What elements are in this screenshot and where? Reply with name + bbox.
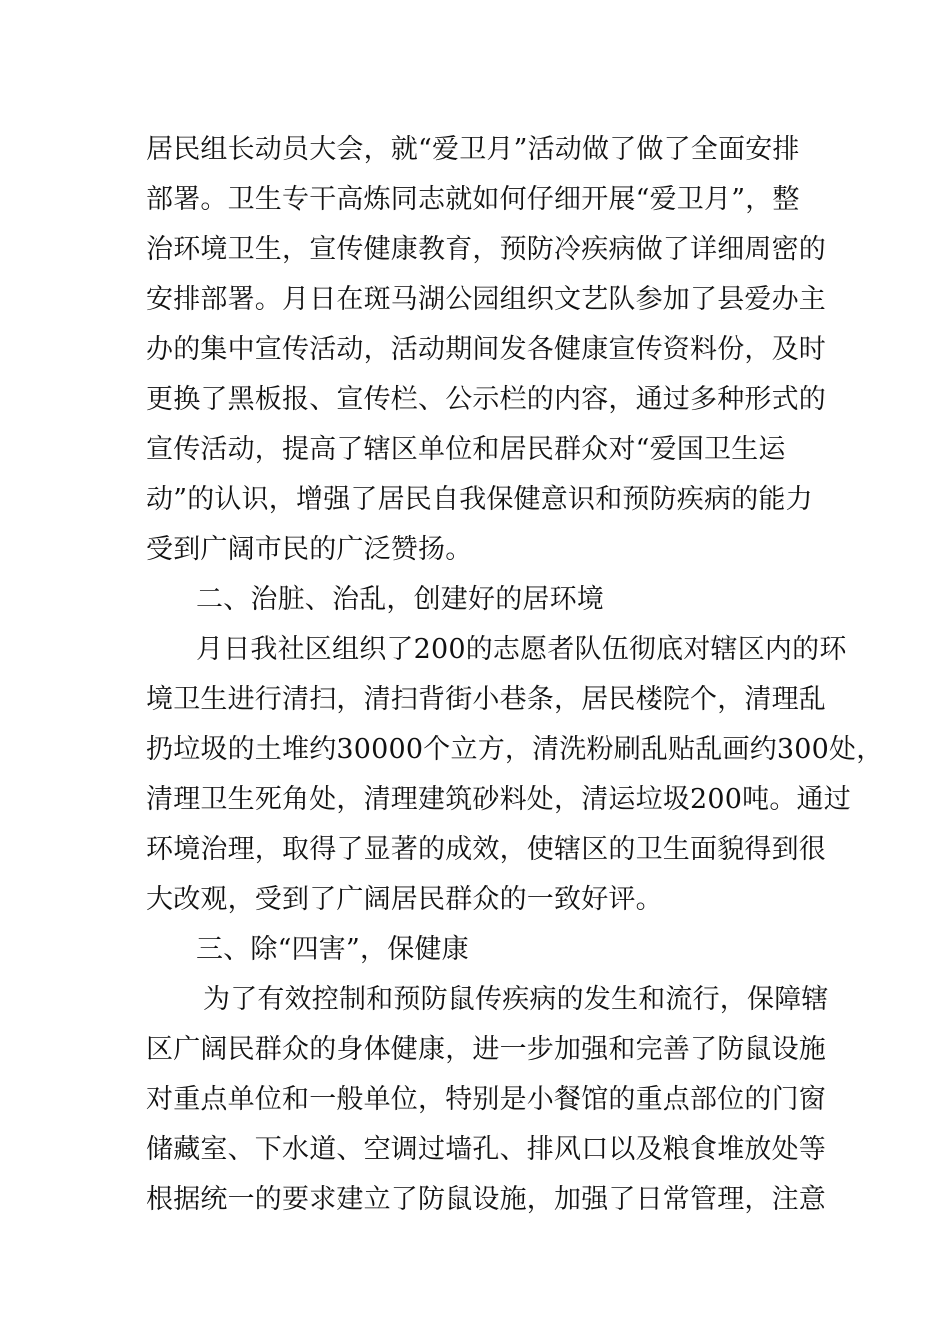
text-line: 为了有效控制和预防鼠传疾病的发生和流行，保障辖 [203,984,829,1015]
section-heading: 三、除“四害”，保健康 [196,934,469,965]
text-line: 办的集中宣传活动，活动期间发各健康宣传资料份，及时 [146,334,826,365]
text-line: 部署。卫生专干高炼同志就如何仔细开展“爱卫月”，整 [146,184,800,215]
text-line: 受到广阔市民的广泛赞扬。 [146,534,473,565]
text-line: 扔垃圾的土堆约30000个立方，清洗粉刷乱贴乱画约300处， [146,734,884,765]
text-line: 根据统一的要求建立了防鼠设施，加强了日常管理，注意 [146,1184,826,1215]
text-line: 居民组长动员大会，就“爱卫月”活动做了做了全面安排 [146,134,800,165]
text-line: 月日我社区组织了200的志愿者队伍彻底对辖区内的环 [196,634,847,665]
text-line: 宣传活动，提高了辖区单位和居民群众对“爱国卫生运 [146,434,786,465]
text-line: 大改观，受到了广阔居民群众的一致好评。 [146,884,663,915]
text-line: 对重点单位和一般单位，特别是小餐馆的重点部位的门窗 [146,1084,826,1115]
text-line: 治环境卫生，宣传健康教育，预防冷疾病做了详细周密的 [146,234,826,265]
section-heading: 二、治脏、治乱，创建好的居环境 [196,584,604,615]
text-line: 环境治理，取得了显著的成效，使辖区的卫生面貌得到很 [146,834,826,865]
text-line: 境卫生进行清扫，清扫背街小巷条，居民楼院个，清理乱 [146,684,826,715]
text-line: 清理卫生死角处，清理建筑砂料处，清运垃圾200吨。通过 [146,784,851,815]
text-line: 储藏室、下水道、空调过墙孔、排风口以及粮食堆放处等 [146,1134,826,1165]
text-line: 安排部署。月日在斑马湖公园组织文艺队参加了县爱办主 [146,284,826,315]
text-line: 更换了黑板报、宣传栏、公示栏的内容，通过多种形式的 [146,384,826,415]
text-line: 区广阔民群众的身体健康，进一步加强和完善了防鼠设施 [146,1034,826,1065]
text-line: 动”的认识，增强了居民自我保健意识和预防疾病的能力 [146,484,813,515]
